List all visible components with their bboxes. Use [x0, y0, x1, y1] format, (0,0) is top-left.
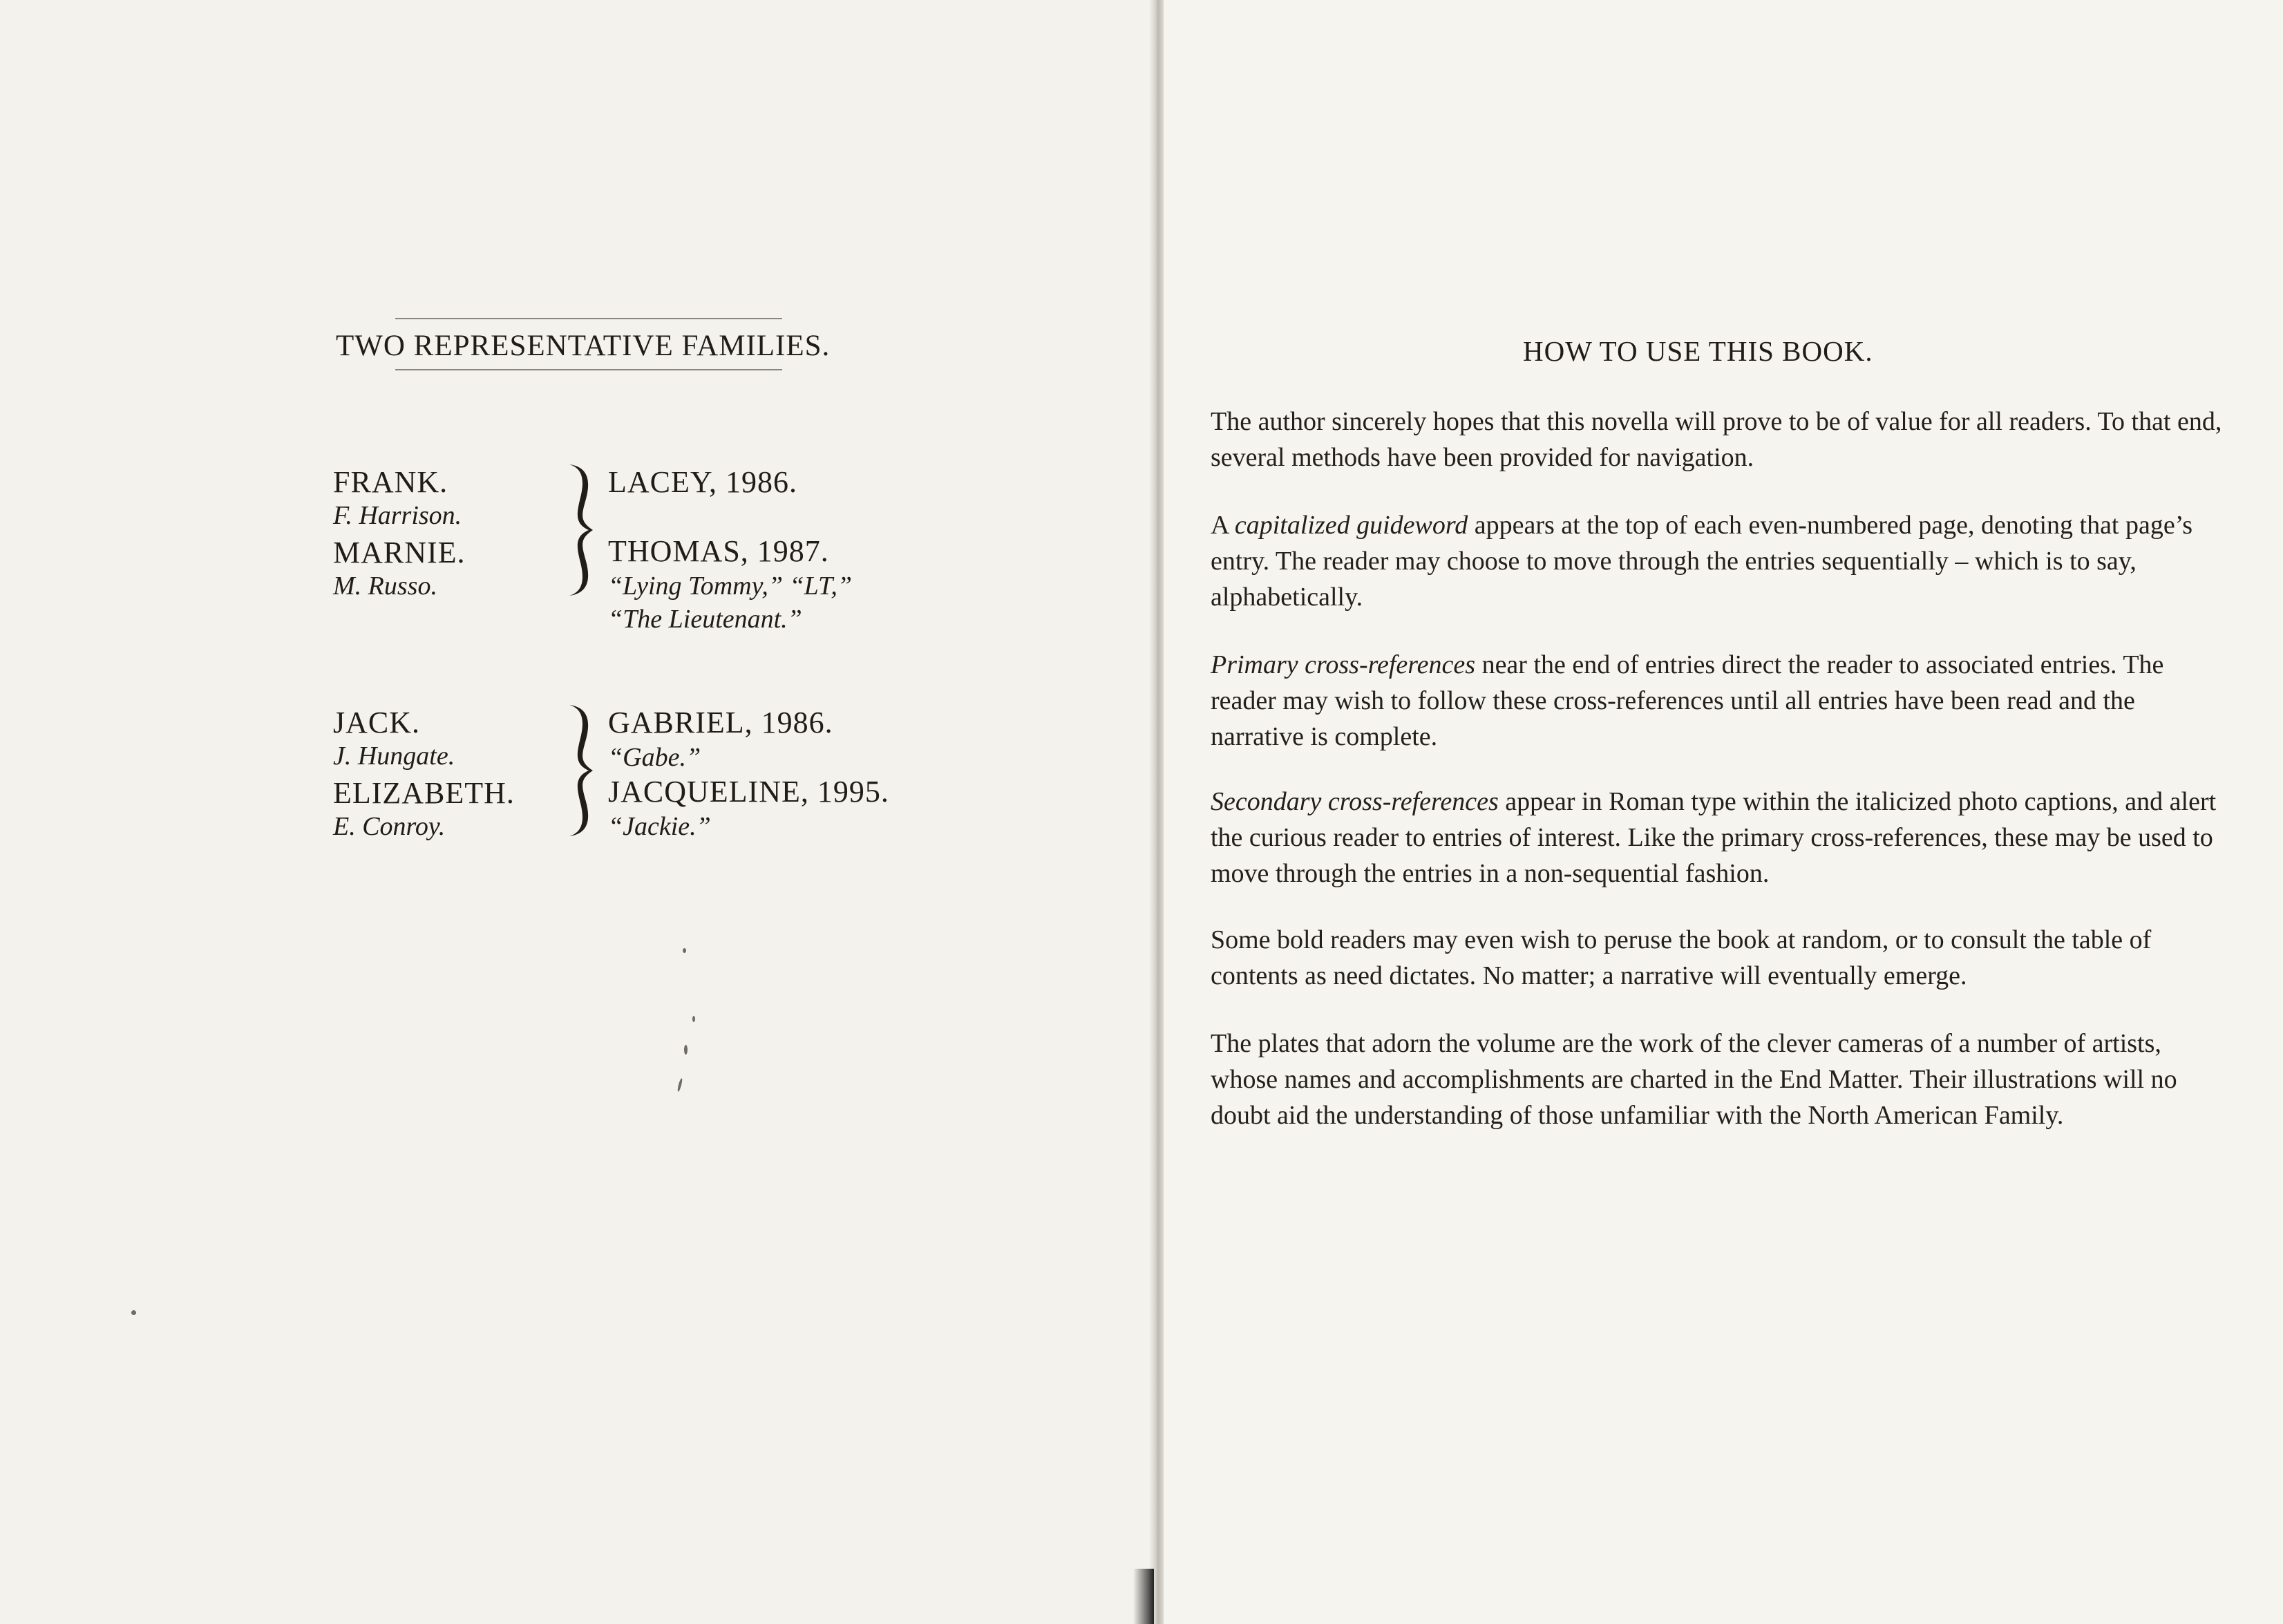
gutter-shadow [1133, 1569, 1154, 1624]
p2-lead: A [1211, 511, 1229, 540]
child-nickname: “The Lieutenant.” [608, 605, 802, 634]
father-name: JACK. [333, 706, 421, 739]
paper-speck [684, 1045, 688, 1055]
child-name: JACQUELINE, 1995. [608, 775, 889, 809]
child-nickname: “Jackie.” [608, 812, 711, 841]
child-name: LACEY, 1986. [608, 465, 797, 499]
p2-text: appears at the top of each even-numbered page, denoting that page’s entry. The reader may choose to move through the entries sequentially – which is to say, alphabetically. [1211, 511, 2193, 612]
mother-name: MARNIE. [333, 536, 466, 569]
paragraph-random: Some bold readers may even wish to peruse the book at random, or to consult the table of contents as need dictates. No matter; a narrative will eventually emerge. [1211, 925, 2152, 990]
paragraph-guideword [1211, 507, 2225, 615]
child-nickname: “Lying Tommy,” “LT,” [608, 572, 852, 601]
paper-speck [676, 1078, 683, 1092]
father-full-name: F. Harrison. [333, 501, 462, 530]
mother-name: ELIZABETH. [333, 776, 515, 810]
paragraph-secondary-xref [1211, 784, 2225, 891]
mother-full-name: M. Russo. [333, 572, 437, 601]
child-name: THOMAS, 1987. [608, 534, 829, 568]
child-name: GABRIEL, 1986. [608, 706, 833, 739]
parents-list [333, 464, 554, 605]
father-name: FRANK. [333, 465, 448, 499]
paper-speck [683, 948, 686, 953]
children-list [608, 705, 926, 843]
p3-text: near the end of entries direct the reader to associated entries. The reader may wish to follow these cross-references until all entries have been read and the narrative is complete. [1211, 650, 2164, 751]
howto-heading: HOW TO USE THIS BOOK. [1523, 335, 1873, 367]
paper-speck [131, 1310, 136, 1315]
paragraph-intro: The author sincerely hopes that this novella will prove to be of value for all readers. To that end, several methods have been provided for navigation. [1211, 407, 2222, 472]
paragraph-primary-xref [1211, 647, 2225, 755]
p4-text: appear in Roman type within the italicized photo captions, and alert the curious reader to entries of interest. Like the primary cross-references, these may be used to move through the entries in a non-sequential fashion. [1211, 787, 2217, 888]
p4-emphasis: Secondary cross-references [1211, 787, 1499, 816]
p3-emphasis: Primary cross-references [1211, 650, 1476, 679]
paragraph-plates: The plates that adorn the volume are the work of the clever cameras of a number of artists, whose names and accomplishments are charted in the End Matter. Their illustrations will no doubt aid the understanding of those unfamiliar with the North American Family. [1211, 1029, 2177, 1130]
right-page [1164, 0, 2283, 1624]
family-hungate-conroy [333, 705, 927, 885]
heading-rule-top [395, 318, 782, 319]
book-gutter [1150, 0, 1165, 1624]
father-full-name: J. Hungate. [333, 742, 455, 771]
families-heading: TWO REPRESENTATIVE FAMILIES. [336, 330, 831, 362]
mother-full-name: E. Conroy. [333, 812, 446, 841]
parents-list [333, 705, 554, 846]
child-nickname: “Gabe.” [608, 743, 701, 772]
paper-speck [692, 1016, 695, 1022]
heading-rule-bottom [395, 369, 782, 370]
children-list [608, 464, 926, 636]
p2-emphasis: capitalized guideword [1234, 511, 1468, 540]
family-harrison-russo [333, 464, 927, 644]
